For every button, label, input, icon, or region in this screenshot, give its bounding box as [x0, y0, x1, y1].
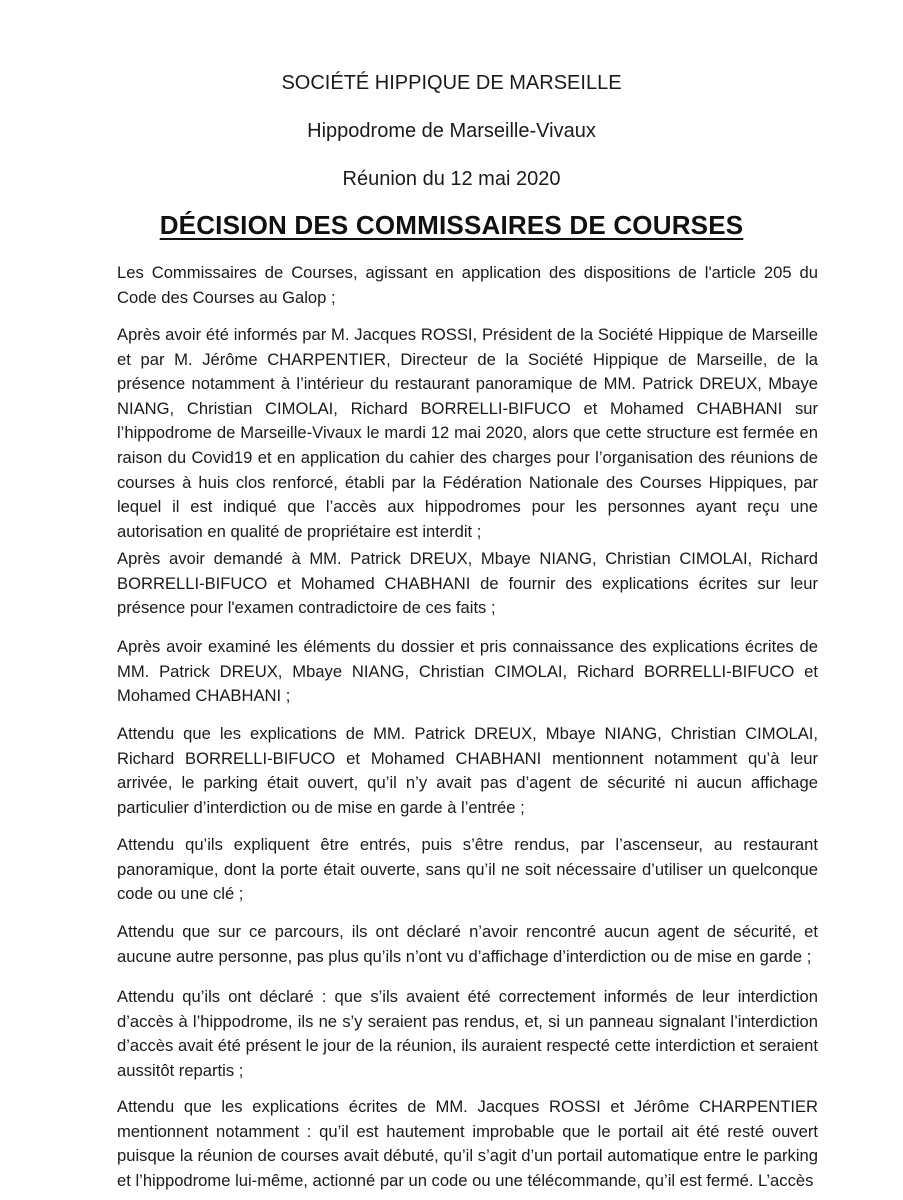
- paragraph-attendu-entry: Attendu qu’ils expliquent être entrés, puis s’être rendus, par l’ascenseur, au restaurant panoramique, dont la porte était ouverte, sans qu’il ne soit nécessaire d’utiliser un quelconque code ou une clé ;: [117, 835, 818, 904]
- decision-title: DÉCISION DES COMMISSAIRES DE COURSES: [159, 210, 744, 240]
- paragraph-request-explanations: Après avoir demandé à MM. Patrick DREUX, Mbaye NIANG, Christian CIMOLAI, Richard BORRELLI-BIFUCO et Mohamed CHABHANI de fournir des explications écrites sur leur présence pour l'examen contradictoire de ces faits ;: [117, 549, 818, 618]
- paragraph-attendu-declaration: Attendu qu’ils ont déclaré : que s’ils avaient été correctement informés de leur interdiction d’accès à l’hippodrome, ils ne s’y seraient pas rendus, et, si un panneau signalant l’interdiction d’accès avait été présent le jour de la réunion, ils auraient respecté cette interdiction et seraient aussitôt repartis ;: [117, 987, 818, 1080]
- paragraph-attendu-route: Attendu que sur ce parcours, ils ont déclaré n’avoir rencontré aucun agent de sécurité, et aucune autre personne, pas plus qu’ils n’ont vu d’affichage d’interdiction ou de mise en garde ;: [117, 922, 818, 966]
- venue-name: Hippodrome de Marseille-Vivaux: [307, 120, 596, 142]
- paragraph-examination: Après avoir examiné les éléments du dossier et pris connaissance des explications écrites de MM. Patrick DREUX, Mbaye NIANG, Christian CIMOLAI, Richard BORRELLI-BIFUCO et Mohamed CHABHANI ;: [117, 637, 818, 706]
- paragraph-attendu-arrival: Attendu que les explications de MM. Patrick DREUX, Mbaye NIANG, Christian CIMOLAI, Richard BORRELLI-BIFUCO et Mohamed CHABHANI mentionnent notamment qu’à leur arrivée, le parking était ouvert, qu’il n’y avait pas d’agent de sécurité ni aucun affichage particulier d’interdiction ou de mise en garde à l’entrée ;: [117, 724, 818, 817]
- organization-name: SOCIÉTÉ HIPPIQUE DE MARSEILLE: [281, 72, 622, 94]
- paragraph-preamble: Les Commissaires de Courses, agissant en application des dispositions de l'article 205 du Code des Courses au Galop ;: [117, 263, 818, 307]
- paragraph-information: Après avoir été informés par M. Jacques ROSSI, Président de la Société Hippique de Marseille et par M. Jérôme CHARPENTIER, Directeur de la Société Hippique de Marseille, de la présence notamment à l’intérieur du restaurant panoramique de MM. Patrick DREUX, Mbaye NIANG, Christian CIMOLAI, Richard BORRELLI-BIFUCO et Mohamed CHABHANI sur l’hippodrome de Marseille-Vivaux le mardi 12 mai 2020, alors que cette structure est fermée en raison du Covid19 et en application du cahier des charges pour l’organisation des réunions de courses à huis clos renforcé, établi par la Fédération Nationale des Courses Hippiques, par lequel il est indiqué que l’accès aux hippodromes pour les personnes ayant reçu une autorisation en qualité de propriétaire est interdit ;: [117, 325, 818, 541]
- paragraph-attendu-officials: Attendu que les explications écrites de MM. Jacques ROSSI et Jérôme CHARPENTIER mentionnent notamment : qu’il est hautement improbable que le portail ait été resté ouvert puisque la réunion de courses avait débuté, qu’il s’agit d’un portail automatique entre le parking et l’hippodrome lui-même, actionné par un code ou une télécommande, qu’il est fermé. L’accès: [117, 1097, 818, 1190]
- meeting-date: Réunion du 12 mai 2020: [342, 168, 561, 190]
